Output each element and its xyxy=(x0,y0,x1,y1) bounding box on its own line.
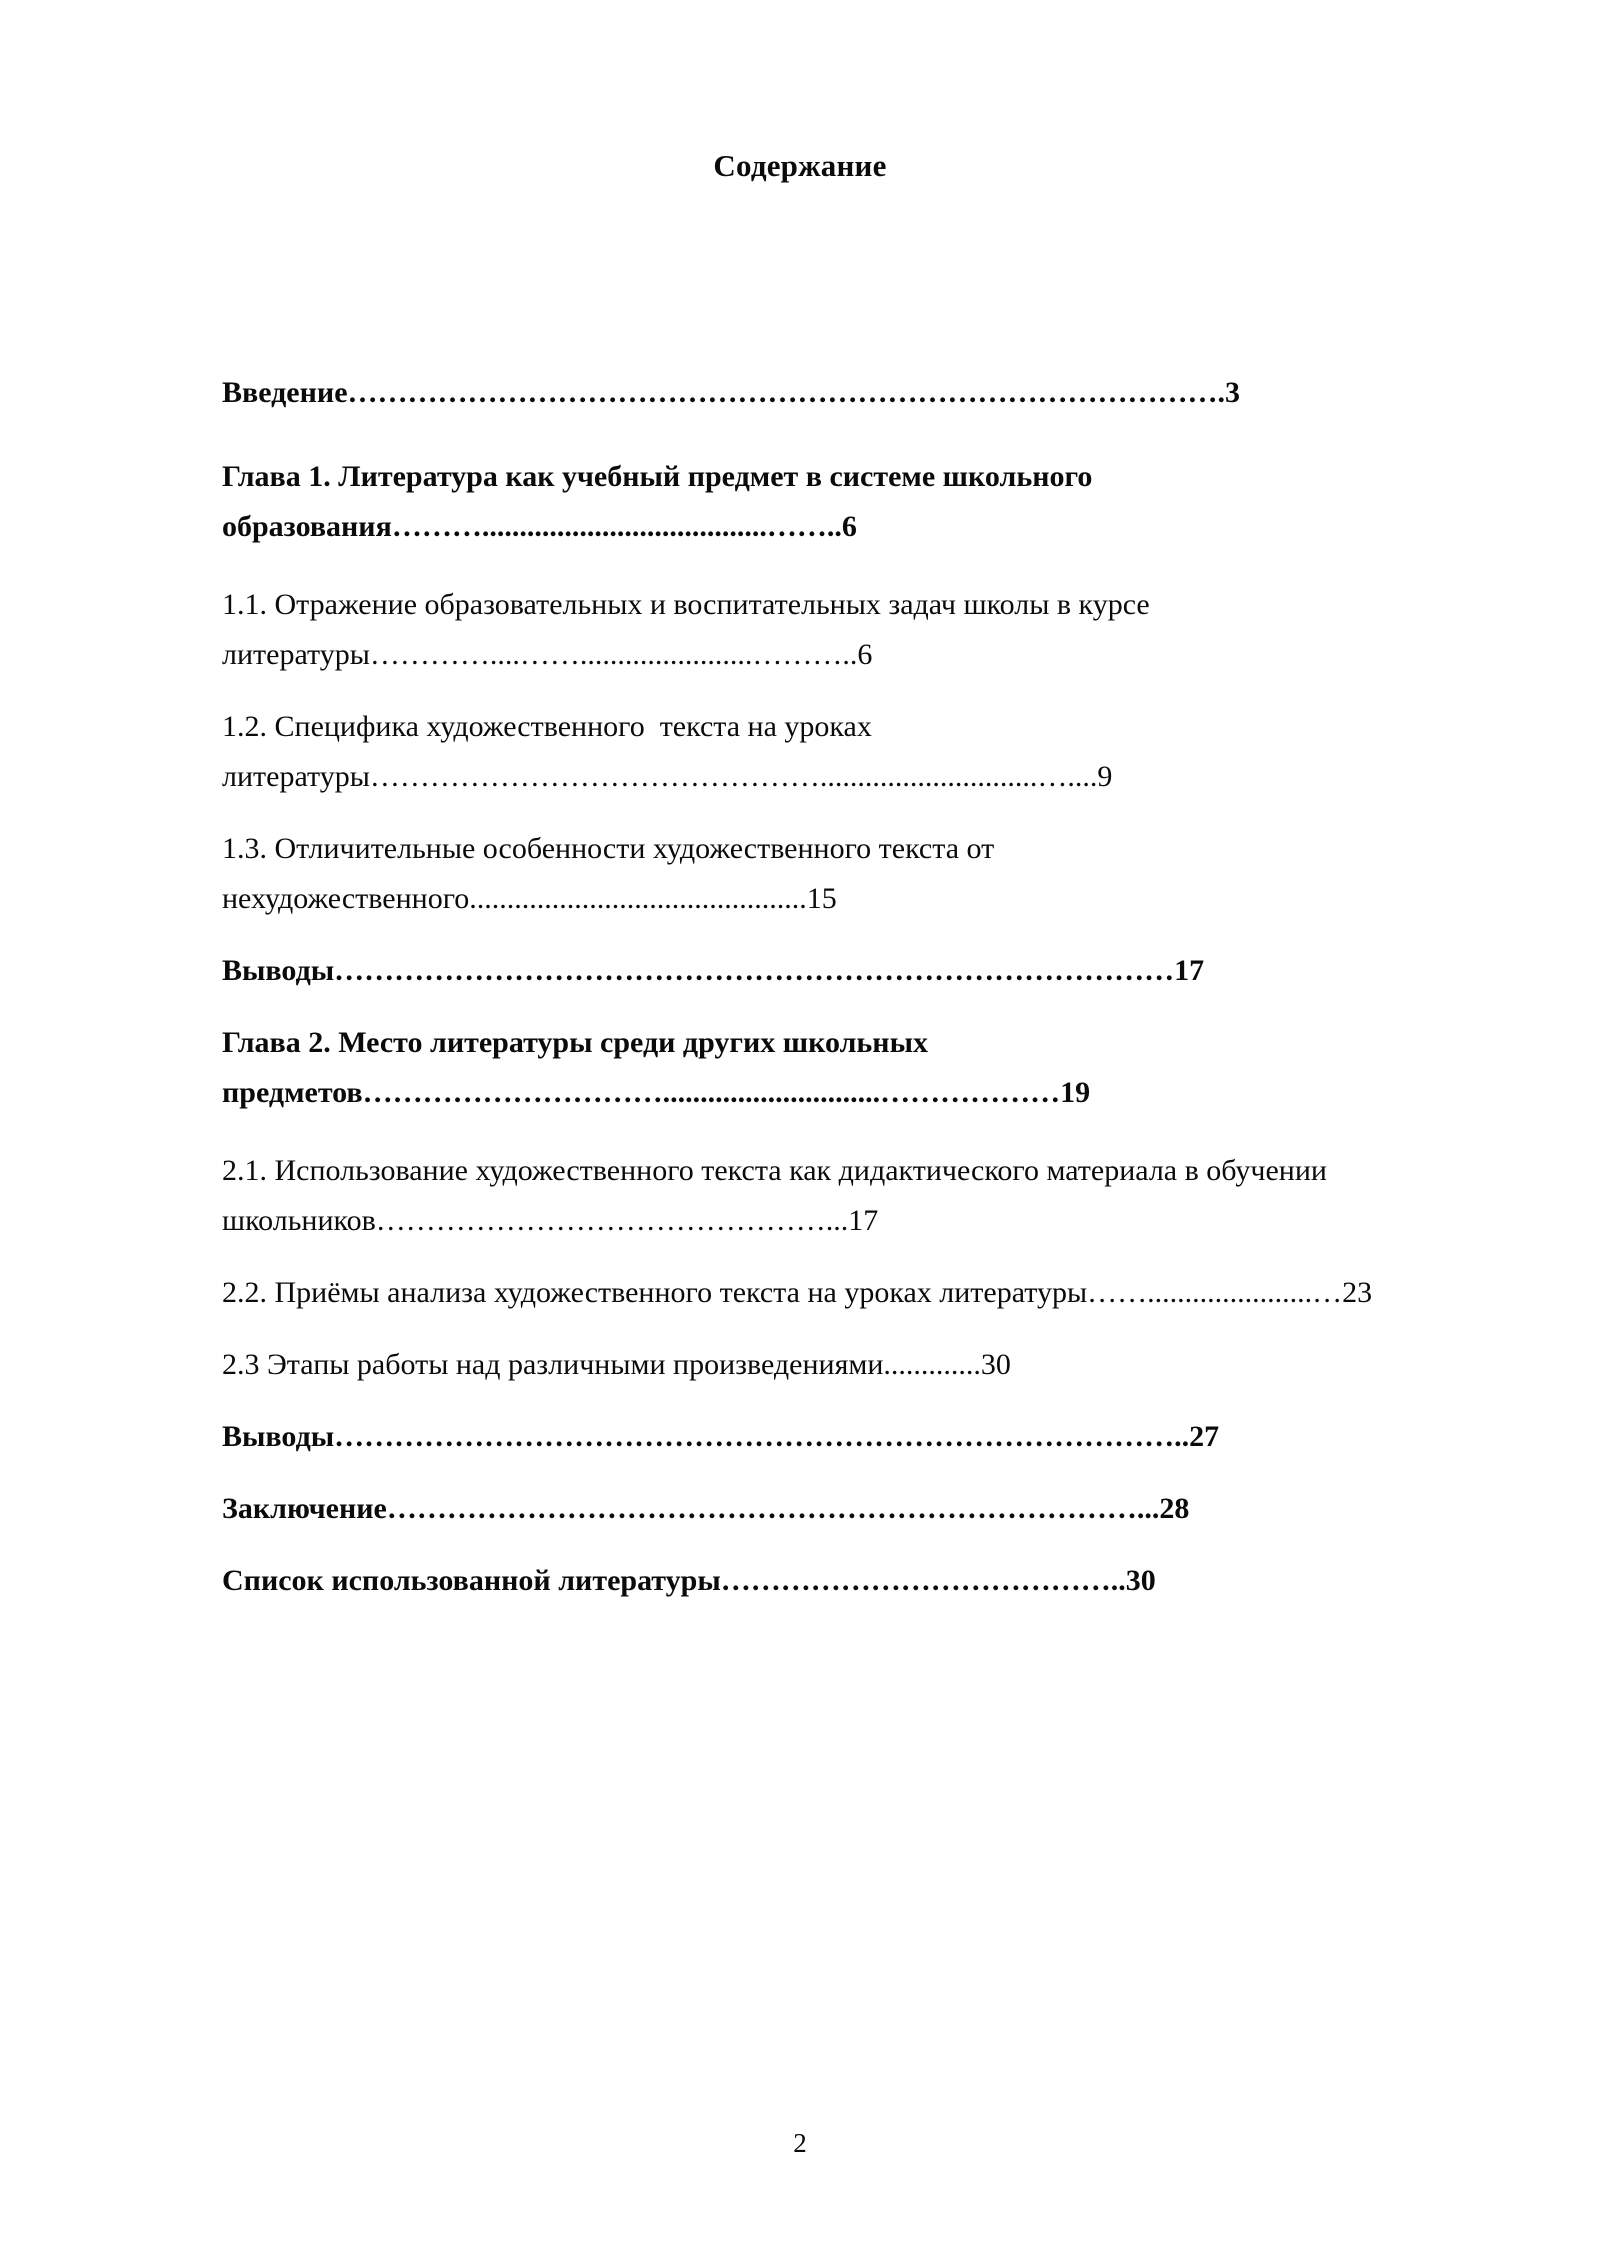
toc-entry-text: Глава 2. Место литературы среди других школьных предметов………………………….............................………………19 xyxy=(222,1026,1091,1109)
toc-entry-text: 2.2. Приёмы анализа художественного текста на уроках литературы……......................…23 xyxy=(222,1276,1373,1309)
table-of-contents xyxy=(222,368,1474,1606)
toc-entry-text: 2.1. Использование художественного текста как дидактического материала в обучении школьников………………………………………...17 xyxy=(222,1154,1335,1237)
toc-entry-references[interactable] xyxy=(222,1556,1474,1606)
toc-entry-text: Список использованной литературы…………………………………..30 xyxy=(222,1564,1156,1597)
toc-entry-chapter-2[interactable] xyxy=(222,1018,1474,1118)
toc-entry-section-1-2[interactable] xyxy=(222,702,1474,802)
toc-entry-text: Выводы…………………………………………………………………………17 xyxy=(222,954,1205,987)
toc-entry-conclusions-chapter-1[interactable] xyxy=(222,946,1474,996)
toc-entry-section-1-3[interactable] xyxy=(222,824,1474,924)
toc-entry-text: Выводы…………………………………………………………………………..27 xyxy=(222,1420,1220,1453)
toc-entry-text: 1.3. Отличительные особенности художественного текста от нехудожественного.............................................15 xyxy=(222,832,1002,915)
toc-entry-conclusion[interactable] xyxy=(222,1484,1474,1534)
toc-entry-section-2-3[interactable] xyxy=(222,1340,1474,1390)
toc-entry-section-2-1[interactable] xyxy=(222,1146,1474,1246)
toc-entry-text: Глава 1. Литература как учебный предмет в системе школьного образования………......................................……..6 xyxy=(222,460,1100,543)
toc-entry-introduction[interactable] xyxy=(222,368,1474,418)
toc-entry-chapter-1[interactable] xyxy=(222,452,1474,552)
toc-entry-text: Введение…………………………………………………………………………….3 xyxy=(222,376,1241,409)
toc-entry-conclusions-chapter-2[interactable] xyxy=(222,1412,1474,1462)
toc-entry-text: 1.1. Отражение образовательных и воспитательных задач школы в курсе литературы…………....…….......................………..6 xyxy=(222,588,1158,671)
toc-entry-section-1-1[interactable] xyxy=(222,580,1474,680)
page-folio-number: 2 xyxy=(793,2128,807,2158)
toc-entry-text: 1.2. Специфика художественного текста на уроках литературы……………………………………….............................…....9 xyxy=(222,710,1113,793)
page-title: Содержание xyxy=(713,148,887,183)
toc-entry-text: Заключение…………………………………………………………………...28 xyxy=(222,1492,1190,1525)
toc-entry-text: 2.3 Этапы работы над различными произведениями.............30 xyxy=(222,1348,1011,1381)
toc-entry-section-2-2[interactable] xyxy=(222,1268,1474,1318)
